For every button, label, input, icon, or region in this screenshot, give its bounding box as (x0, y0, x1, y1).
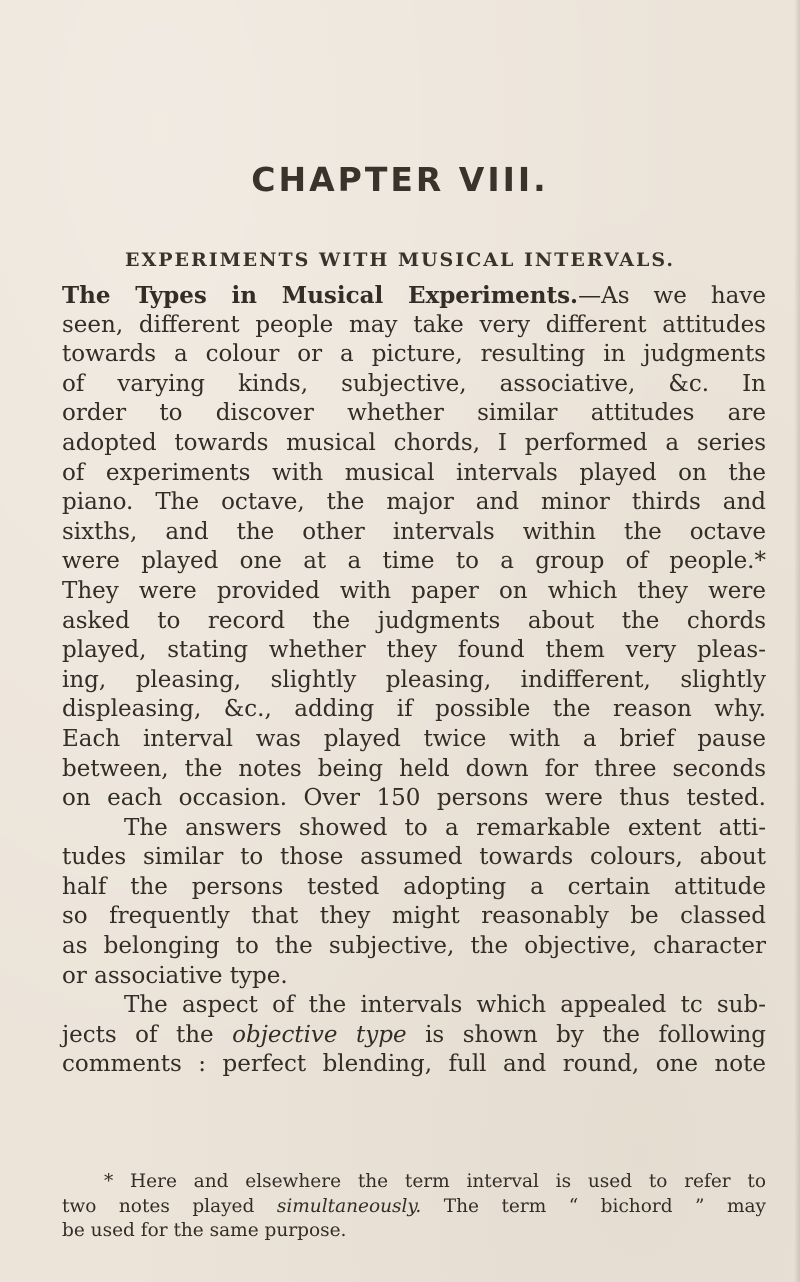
text-line: comments : perfect blending, full and round, one note (62, 1051, 766, 1078)
chapter-title: CHAPTER VIII. (251, 160, 549, 199)
page-edge-shadow (794, 0, 800, 1282)
text-line: seen, different people may take very different attitudes (62, 311, 766, 338)
footnote (62, 1170, 766, 1244)
text-line: half the persons tested adopting a certain attitude (62, 873, 766, 900)
body-text (62, 281, 766, 1080)
text-line: played, stating whether they found them very pleas- (62, 637, 766, 664)
text-line: order to discover whether similar attitudes are (62, 400, 766, 427)
text-line: tudes similar to those assumed towards colours, about (62, 844, 766, 871)
text-line: asked to record the judgments about the chords (62, 607, 766, 634)
text-line: towards a colour or a picture, resulting in judgments (62, 341, 766, 368)
text-line: The aspect of the intervals which appealed tc sub- (124, 992, 766, 1019)
footnote-line: be used for the same purpose. (62, 1220, 347, 1241)
text-line: between, the notes being held down for three seconds (62, 755, 766, 782)
footnote-line: * Here and elsewhere the term interval is used to refer to (104, 1171, 766, 1192)
text-line: on each occasion. Over 150 persons were thus tested. (62, 785, 766, 812)
paragraph-heading: The Types in Musical Experiments. (62, 282, 579, 309)
paragraph-3 (62, 991, 766, 1080)
text-line: or associative type. (62, 962, 288, 989)
text-run: The term “ bichord ” may (421, 1195, 766, 1217)
text-line (62, 1021, 766, 1051)
text-line (62, 281, 766, 311)
text-run: jects of the (62, 1021, 233, 1048)
text-run: is shown by the following (406, 1021, 766, 1048)
text-line: sixths, and the other intervals within the octave (62, 518, 766, 545)
text-line: so frequently that they might reasonably be classed (62, 903, 766, 930)
text-line: of varying kinds, subjective, associative, &c. In (62, 370, 766, 397)
text-line: Each interval was played twice with a brief pause (62, 725, 766, 752)
italic-run: simultaneously. (276, 1195, 422, 1217)
text-line: of experiments with musical intervals played on the (62, 459, 766, 486)
paragraph-1 (62, 281, 766, 814)
text-line: They were provided with paper on which they were (62, 577, 766, 604)
text-line-tail: —As we have (578, 283, 766, 309)
section-title: EXPERIMENTS WITH MUSICAL INTERVALS. (124, 249, 676, 271)
text-run: two notes played (62, 1195, 277, 1217)
text-line: The answers showed to a remarkable extent atti- (124, 814, 766, 841)
paragraph-2 (62, 814, 766, 992)
text-line: were played one at a time to a group of people.* (62, 548, 766, 575)
text-line: ing, pleasing, slightly pleasing, indifferent, slightly (62, 666, 766, 693)
text-line: as belonging to the subjective, the objective, character (62, 933, 766, 960)
text-line: adopted towards musical chords, I performed a series (62, 429, 766, 456)
italic-run: objective type (232, 1021, 407, 1048)
footnote-line (62, 1195, 766, 1220)
text-line: displeasing, &c., adding if possible the reason why. (62, 696, 766, 723)
text-line: piano. The octave, the major and minor thirds and (62, 489, 766, 516)
